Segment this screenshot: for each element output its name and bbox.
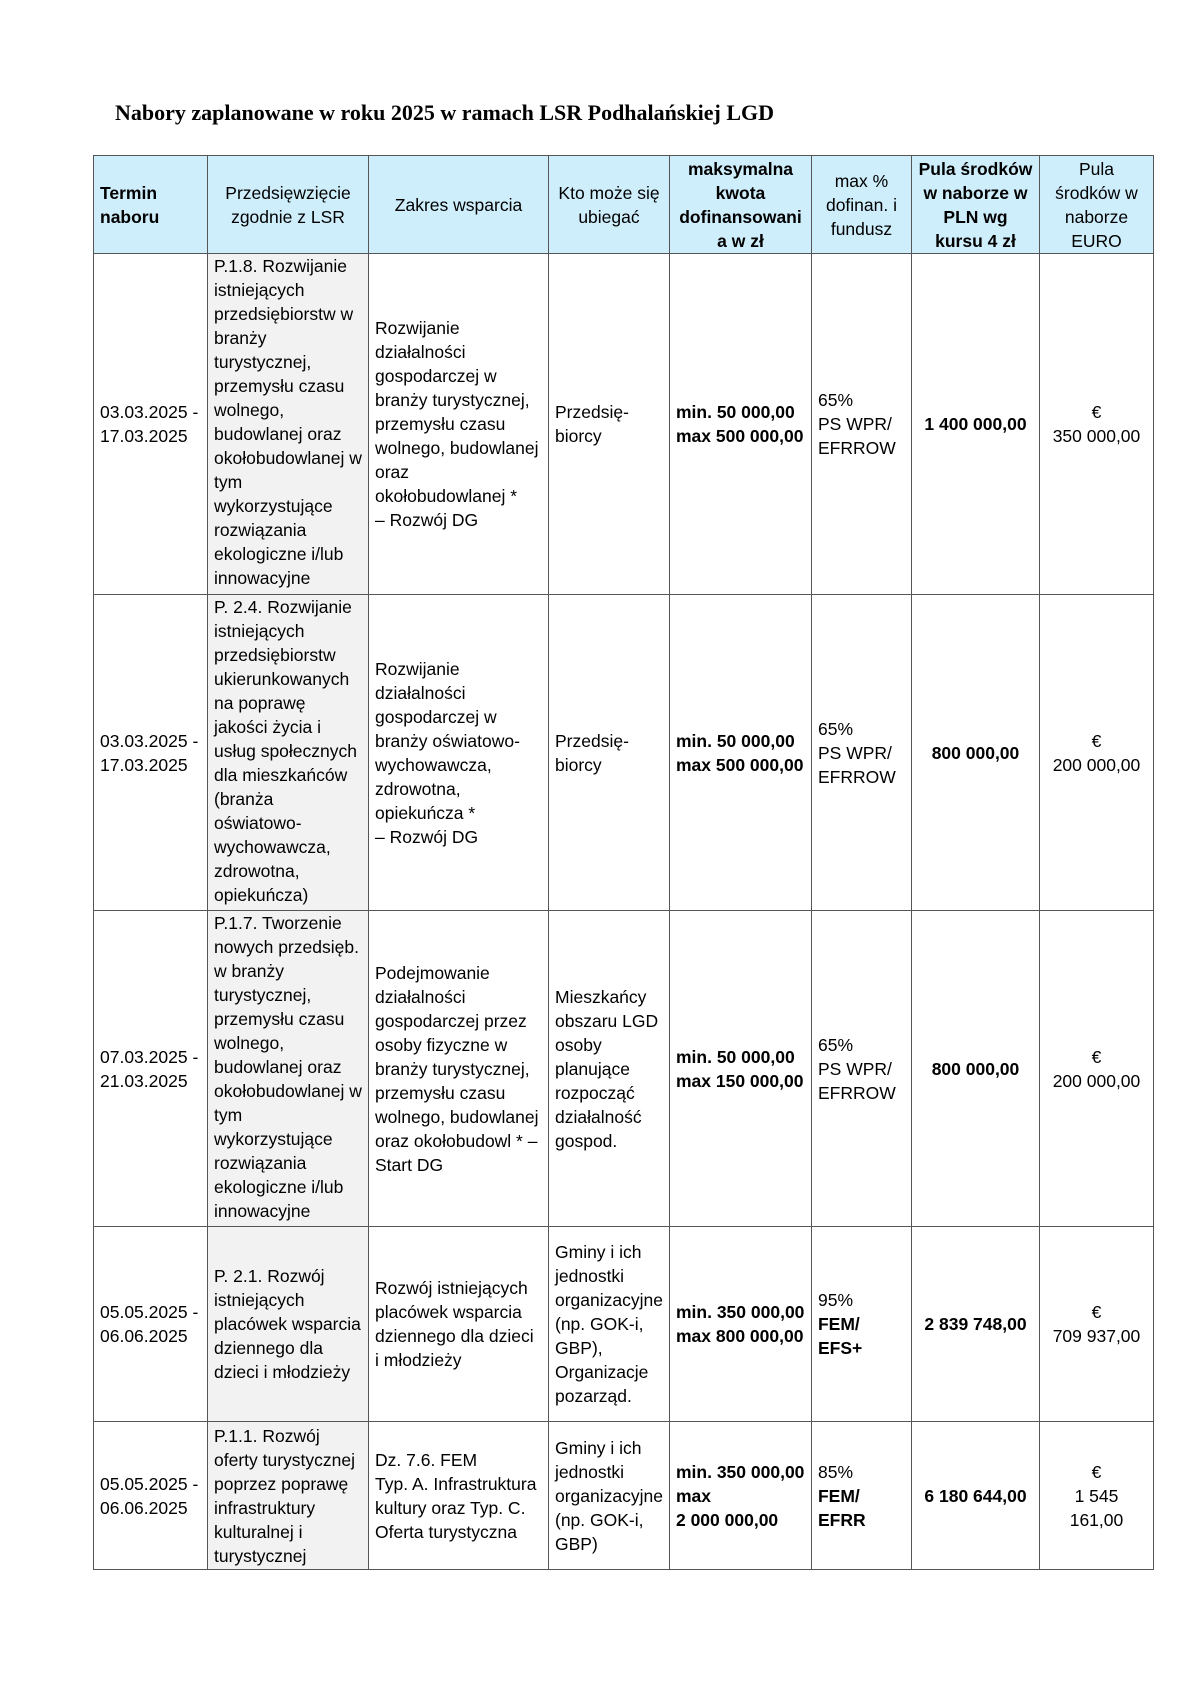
euro-symbol: €	[1091, 1461, 1102, 1482]
cell-przedsiewziecie: P.1.7. Tworzenie nowych przedsięb. w branży turystycznej, przemysłu czasu wolnego, budowlanej oraz okołobudowlanej w tym wykorzystujące rozwiązania ekologiczne i/lub innowacyjne	[208, 911, 369, 1227]
cell-procent-fundusz: 65% PS WPR/ EFRROW	[811, 254, 911, 595]
recruitment-table	[93, 155, 1154, 1570]
euro-symbol: €	[1091, 730, 1102, 751]
cell-kto: Gminy i ich jednostki organizacyjne (np. GOK-i, GBP), Organizacje pozarząd.	[549, 1227, 670, 1422]
cell-kto: Przedsię-biorcy	[549, 595, 670, 911]
cell-przedsiewziecie: P. 2.4. Rozwijanie istniejących przedsiębiorstw ukierunkowanych na poprawę jakości życia i usług społecznych dla mieszkańców (branża oświatowo-wychowawcza, zdrowotna, opiekuńcza)	[208, 595, 369, 911]
cell-pula-pln: 1 400 000,00	[911, 254, 1039, 595]
cell-termin: 05.05.2025 - 06.06.2025	[94, 1227, 208, 1422]
cell-pula-euro: € 1 545 161,00	[1039, 1422, 1153, 1570]
cell-pula-euro: € 709 937,00	[1039, 1227, 1153, 1422]
cell-przedsiewziecie: P.1.8. Rozwijanie istniejących przedsiębiorstw w branży turystycznej, przemysłu czasu wolnego, budowlanej oraz okołobudowlanej w tym wykorzystujące rozwiązania ekologiczne i/lub innowacyjne	[208, 254, 369, 595]
cell-pula-pln: 800 000,00	[911, 911, 1039, 1227]
cell-pula-euro: € 200 000,00	[1039, 595, 1153, 911]
cell-pula-pln: 2 839 748,00	[911, 1227, 1039, 1422]
cell-zakres: Podejmowanie działalności gospodarczej przez osoby fizyczne w branży turystycznej, przemysłu czasu wolnego, budowlanej oraz okołobudowl * – Start DG	[369, 911, 549, 1227]
cell-zakres: Rozwijanie działalności gospodarczej w branży turystycznej, przemysłu czasu wolnego, budowlanej oraz okołobudowlanej * – Rozwój DG	[369, 254, 549, 595]
cell-procent-fundusz: 85% FEM/ EFRR	[811, 1422, 911, 1570]
cell-kwota: min. 350 000,00 max 2 000 000,00	[669, 1422, 811, 1570]
cell-pula-euro: € 350 000,00	[1039, 254, 1153, 595]
header-przedsiewziecie: Przedsięwzięcie zgodnie z LSR	[208, 156, 369, 254]
cell-zakres: Rozwijanie działalności gospodarczej w branży oświatowo-wychowawcza, zdrowotna, opiekuńcza * – Rozwój DG	[369, 595, 549, 911]
cell-termin: 03.03.2025 - 17.03.2025	[94, 254, 208, 595]
table-row	[94, 1227, 1154, 1422]
table-row	[94, 911, 1154, 1227]
cell-pula-pln: 800 000,00	[911, 595, 1039, 911]
header-procent: max % dofinan. i fundusz	[811, 156, 911, 254]
cell-kto: Przedsię-biorcy	[549, 254, 670, 595]
header-pula-euro: Pula środków w naborze EURO	[1039, 156, 1153, 254]
table-row	[94, 595, 1154, 911]
header-termin: Termin naboru	[94, 156, 208, 254]
euro-symbol: €	[1091, 402, 1102, 422]
cell-pula-euro: € 200 000,00	[1039, 911, 1153, 1227]
cell-przedsiewziecie: P. 2.1. Rozwój istniejących placówek wsparcia dziennego dla dzieci i młodzieży	[208, 1227, 369, 1422]
cell-termin: 07.03.2025 - 21.03.2025	[94, 911, 208, 1227]
cell-kwota: min. 350 000,00 max 800 000,00	[669, 1227, 811, 1422]
cell-procent-fundusz: 65% PS WPR/ EFRROW	[811, 595, 911, 911]
cell-termin: 03.03.2025 - 17.03.2025	[94, 595, 208, 911]
header-row	[94, 156, 1154, 254]
cell-termin: 05.05.2025 - 06.06.2025	[94, 1422, 208, 1570]
cell-pula-pln: 6 180 644,00	[911, 1422, 1039, 1570]
table-row	[94, 1422, 1154, 1570]
header-pula-pln: Pula środków w naborze w PLN wg kursu 4 zł	[911, 156, 1039, 254]
page-title: Nabory zaplanowane w roku 2025 w ramach LSR Podhalańskiej LGD	[115, 100, 775, 125]
table-row	[94, 254, 1154, 595]
cell-zakres: Rozwój istniejących placówek wsparcia dziennego dla dzieci i młodzieży	[369, 1227, 549, 1422]
cell-kwota: min. 50 000,00 max 500 000,00	[669, 254, 811, 595]
cell-procent-fundusz: 65% PS WPR/ EFRROW	[811, 911, 911, 1227]
euro-symbol: €	[1091, 1302, 1102, 1322]
cell-kwota: min. 50 000,00 max 500 000,00	[669, 595, 811, 911]
header-zakres: Zakres wsparcia	[369, 156, 549, 254]
cell-kto: Mieszkańcy obszaru LGD osoby planujące rozpocząć działalność gospod.	[549, 911, 670, 1227]
cell-kto: Gminy i ich jednostki organizacyjne (np. GOK-i, GBP)	[549, 1422, 670, 1570]
cell-kwota: min. 50 000,00 max 150 000,00	[669, 911, 811, 1227]
cell-zakres: Dz. 7.6. FEM Typ. A. Infrastruktura kultury oraz Typ. C. Oferta turystyczna	[369, 1422, 549, 1570]
euro-symbol: €	[1091, 1046, 1102, 1067]
header-kto: Kto może się ubiegać	[549, 156, 670, 254]
cell-procent-fundusz: 95% FEM/ EFS+	[811, 1227, 911, 1422]
cell-przedsiewziecie: P.1.1. Rozwój oferty turystycznej poprzez poprawę infrastruktury kulturalnej i turystycznej	[208, 1422, 369, 1570]
header-kwota: maksymalna kwota dofinansowani a w zł	[669, 156, 811, 254]
